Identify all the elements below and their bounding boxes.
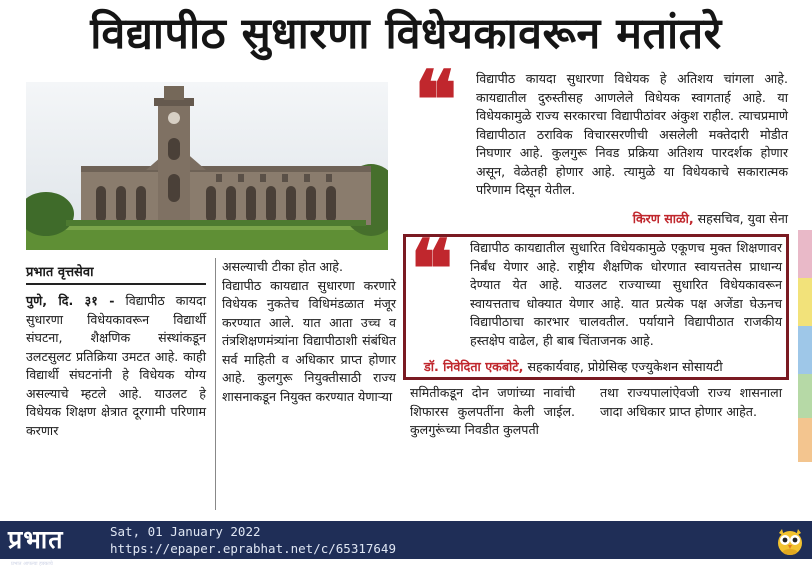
quote-nivedita-ekbote	[403, 222, 789, 380]
column-divider	[215, 258, 216, 510]
owl-icon	[774, 524, 806, 556]
quote2-signature	[424, 358, 723, 375]
quote-mark-icon: ❝	[410, 222, 454, 316]
dateline: पुणे, दि. ३१ -	[26, 293, 115, 308]
logo-text: प्रभात	[8, 525, 64, 554]
article-column-3: समितीकडून दोन जणांच्या नावांची शिफारस कुलपतींना केली जाईल. कुलगुरूंच्या निवडीत कुलपती	[410, 385, 575, 437]
quote1-role: सहसचिव, युवा सेना	[697, 211, 788, 226]
article-column-2: असल्याची टीका होत आहे. विद्यापीठ कायद्यात सुधारणा करणारे विधेयक नुकतेच विधिमंडळात मंजूर करण्यात आले. यात आता उच्च व तंत्रशिक्षणमंत्र्यांना विद्यापीठाशी संबंधित सर्व माहिती व अधिकार प्राप्त होणार आहे. कुलगुरू नियुक्तीसाठी राज्य शासनाकडून नियुक्त करण्यात येणाऱ्या	[222, 259, 396, 404]
quote2-name: डॉ. निवेदिता एकबोटे,	[424, 359, 524, 374]
university-building-photo	[26, 82, 388, 250]
logo-tagline: प्रभात आपल्या हक्काचे	[11, 561, 53, 567]
article-column-4: तथा राज्यपालांऐवजी राज्य शासनाला जादा अधिकार प्राप्त होणार आहेत.	[600, 385, 782, 419]
quote1-name: किरण साळी,	[632, 211, 694, 226]
quote-kiran-sali	[410, 53, 792, 230]
byline-underline	[26, 283, 206, 285]
page-edge-strip	[798, 230, 812, 462]
byline: प्रभात वृत्तसेवा	[26, 265, 94, 280]
headline: विद्यापीठ सुधारणा विधेयकावरून मतांतरे	[90, 8, 722, 59]
quote1-signature	[633, 210, 788, 227]
edition-date: Sat, 01 January 2022	[110, 524, 261, 539]
quote1-text: विद्यापीठ कायदा सुधारणा विधेयक हे अतिशय चांगला आहे. कायद्यातील दुरुस्तीसह आणलेले विधेयक स्वागतार्ह आहे. या विधेयकामुळे राज्य सरकारचा विद्यापीठांवर अंकुश राहील. त्याचप्रमाणे विद्यापीठात ठराविक विचारसरणीची असलेली मक्तेदारी मोडीत निघणार आहे. कुलगुरू निवड प्रक्रिया अतिशय पारदर्शक होणार असून, वेळेतही होणार आहे. त्यामुळे या विधेयकाचे सकारात्मक परिणाम दिसून येतील.	[476, 71, 788, 197]
quote-mark-icon: ❝	[414, 53, 458, 147]
quote2-role: सहकार्यवाह, प्रोग्रेसिव्ह एज्युकेशन सोसायटी	[527, 359, 723, 374]
article-url[interactable]: https://epaper.eprabhat.net/c/65317649	[110, 541, 396, 556]
article-col1-text: विद्यापीठ कायदा सुधारणा विधेयकावरून विद्यार्थी संघटना, शैक्षणिक संस्थांकडून उलटसुलट प्रतिक्रिया उमटत आहे. काही विद्यार्थी संघटनांनी हे विधेयक योग्य असल्याचे म्हटले आहे. याउलट हे विधेयक शिक्षण क्षेत्रात दूरगामी परिणाम करणार	[26, 293, 206, 438]
article-column-1	[26, 292, 206, 440]
prabhat-logo[interactable]	[8, 525, 102, 567]
quote2-text: विद्यापीठ कायद्यातील सुधारित विधेयकामुळे एकूणच मुक्त शिक्षणावर निर्बंध येणार आहे. राष्ट्रीय शैक्षणिक धोरणात स्वायत्ततेस प्राधान्य देण्यात येत आहे. याउलट राज्याच्या सुधारित विधेयकावरून स्वायत्तताच धोक्यात येणार आहे. यात प्रत्येक पक्ष अजेंडा घेऊनच विद्यापीठाचा कारभार चालवतील. पर्यायाने विद्यापीठात राजकीय हस्तक्षेप वाढेल, ही बाब चिंताजनक आहे.	[470, 240, 782, 348]
epaper-footer	[0, 521, 812, 567]
